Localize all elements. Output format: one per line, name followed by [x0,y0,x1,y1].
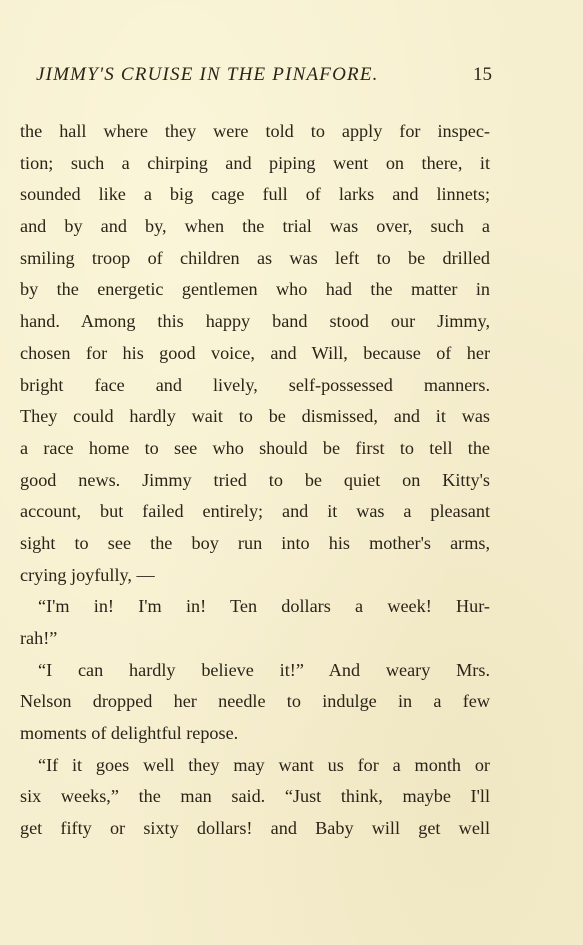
text-line: bright face and lively, self-possessed manners. [20,374,490,395]
text-line: get fifty or sixty dollars! and Baby will get well [20,818,490,839]
text-line: good news. Jimmy tried to be quiet on Kitty's [20,469,490,490]
text-line: moments of delightful repose. [20,723,239,744]
text-line: sounded like a big cage full of larks and linnets; [20,184,490,205]
text-line: crying joyfully, — [20,564,155,585]
running-head [36,64,492,92]
text-line: rah!” [20,628,58,648]
body-text [20,116,490,845]
text-line: “I'm in! I'm in! Ten dollars a week! Hur- [38,596,490,617]
text-line: chosen for his good voice, and Will, because of her [20,342,490,363]
text-line: and by and by, when the trial was over, such a [20,216,490,237]
running-title: JIMMY'S CRUISE IN THE PINAFORE. [36,64,379,85]
page-number: 15 [473,64,492,85]
text-line: hand. Among this happy band stood our Jimmy, [20,311,490,332]
text-line: a race home to see who should be first to tell the [20,437,490,458]
text-line: the hall where they were told to apply for inspec- [20,121,490,141]
text-line: smiling troop of children as was left to be drilled [20,247,490,268]
text-line: “I can hardly believe it!” And weary Mrs. [38,659,490,680]
text-line: tion; such a chirping and piping went on there, it [20,152,490,173]
text-line: “If it goes well they may want us for a month or [38,754,490,775]
text-line: six weeks,” the man said. “Just think, maybe I'll [20,786,490,807]
text-line: They could hardly wait to be dismissed, and it was [20,406,490,427]
text-line: account, but failed entirely; and it was a pleasant [20,501,490,522]
text-line: Nelson dropped her needle to indulge in a few [20,691,490,712]
text-line: sight to see the boy run into his mother's arms, [20,532,490,553]
text-line: by the energetic gentlemen who had the matter in [20,279,490,300]
